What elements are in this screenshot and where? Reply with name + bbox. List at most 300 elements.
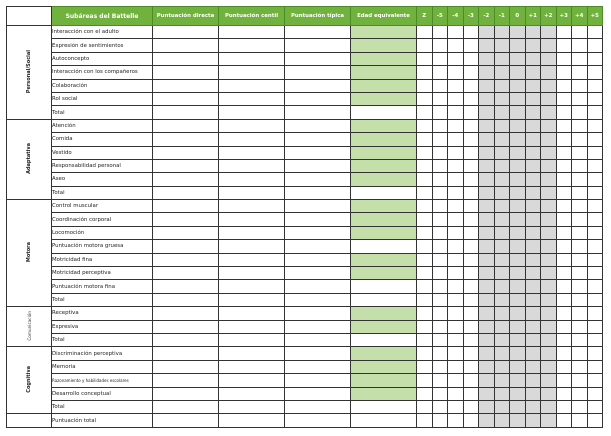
z-score-cell[interactable] xyxy=(556,226,572,239)
puntuacion-centil-cell[interactable] xyxy=(219,360,285,373)
puntuacion-centil-cell[interactable] xyxy=(219,106,285,119)
z-score-cell[interactable] xyxy=(541,414,557,427)
puntuacion-centil-cell[interactable] xyxy=(219,39,285,52)
puntuacion-tipica-cell[interactable] xyxy=(285,400,351,413)
z-score-cell[interactable] xyxy=(541,307,557,320)
puntuacion-directa-cell[interactable] xyxy=(153,173,219,186)
puntuacion-directa-cell[interactable] xyxy=(153,414,219,427)
puntuacion-directa-cell[interactable] xyxy=(153,133,219,146)
z-score-cell[interactable] xyxy=(572,226,588,239)
z-score-cell[interactable] xyxy=(572,186,588,199)
z-score-cell[interactable] xyxy=(587,159,603,172)
z-score-cell[interactable] xyxy=(479,186,495,199)
z-score-cell[interactable] xyxy=(510,66,526,79)
z-score-cell[interactable] xyxy=(587,133,603,146)
puntuacion-centil-cell[interactable] xyxy=(219,173,285,186)
z-score-cell[interactable] xyxy=(541,133,557,146)
z-score-cell[interactable] xyxy=(448,186,464,199)
z-score-cell[interactable] xyxy=(541,374,557,387)
z-score-cell[interactable] xyxy=(479,92,495,105)
z-score-cell[interactable] xyxy=(432,320,448,333)
z-score-cell[interactable] xyxy=(556,186,572,199)
puntuacion-tipica-cell[interactable] xyxy=(285,146,351,159)
z-score-cell[interactable] xyxy=(448,26,464,39)
z-score-cell[interactable] xyxy=(572,79,588,92)
z-score-cell[interactable] xyxy=(463,106,479,119)
z-score-cell[interactable] xyxy=(556,52,572,65)
z-score-cell[interactable] xyxy=(463,333,479,346)
z-score-cell[interactable] xyxy=(525,414,541,427)
z-score-cell[interactable] xyxy=(448,293,464,306)
z-score-cell[interactable] xyxy=(510,186,526,199)
z-score-cell[interactable] xyxy=(587,240,603,253)
z-score-cell[interactable] xyxy=(556,320,572,333)
z-score-cell[interactable] xyxy=(432,146,448,159)
edad-equivalente-cell[interactable] xyxy=(351,333,417,346)
puntuacion-centil-cell[interactable] xyxy=(219,159,285,172)
z-score-cell[interactable] xyxy=(463,360,479,373)
z-score-cell[interactable] xyxy=(448,226,464,239)
puntuacion-tipica-cell[interactable] xyxy=(285,186,351,199)
z-score-cell[interactable] xyxy=(494,280,510,293)
z-score-cell[interactable] xyxy=(463,159,479,172)
puntuacion-tipica-cell[interactable] xyxy=(285,347,351,360)
edad-equivalente-cell[interactable] xyxy=(351,146,417,159)
puntuacion-centil-cell[interactable] xyxy=(219,267,285,280)
z-score-cell[interactable] xyxy=(463,347,479,360)
puntuacion-centil-cell[interactable] xyxy=(219,66,285,79)
z-score-cell[interactable] xyxy=(510,414,526,427)
puntuacion-directa-cell[interactable] xyxy=(153,79,219,92)
z-score-cell[interactable] xyxy=(587,66,603,79)
puntuacion-directa-cell[interactable] xyxy=(153,307,219,320)
z-score-cell[interactable] xyxy=(417,26,433,39)
z-score-cell[interactable] xyxy=(463,79,479,92)
z-score-cell[interactable] xyxy=(494,52,510,65)
z-score-cell[interactable] xyxy=(448,39,464,52)
z-score-cell[interactable] xyxy=(541,387,557,400)
z-score-cell[interactable] xyxy=(510,347,526,360)
z-score-cell[interactable] xyxy=(463,280,479,293)
z-score-cell[interactable] xyxy=(525,133,541,146)
z-score-cell[interactable] xyxy=(479,66,495,79)
puntuacion-tipica-cell[interactable] xyxy=(285,133,351,146)
puntuacion-centil-cell[interactable] xyxy=(219,293,285,306)
z-score-cell[interactable] xyxy=(587,119,603,132)
z-score-cell[interactable] xyxy=(432,240,448,253)
z-score-cell[interactable] xyxy=(572,119,588,132)
z-score-cell[interactable] xyxy=(417,307,433,320)
z-score-cell[interactable] xyxy=(541,280,557,293)
z-score-cell[interactable] xyxy=(448,146,464,159)
z-score-cell[interactable] xyxy=(417,146,433,159)
edad-equivalente-cell[interactable] xyxy=(351,374,417,387)
z-score-cell[interactable] xyxy=(572,374,588,387)
z-score-cell[interactable] xyxy=(525,146,541,159)
z-score-cell[interactable] xyxy=(510,26,526,39)
z-score-cell[interactable] xyxy=(479,400,495,413)
z-score-cell[interactable] xyxy=(417,200,433,213)
z-score-cell[interactable] xyxy=(494,240,510,253)
puntuacion-centil-cell[interactable] xyxy=(219,200,285,213)
z-score-cell[interactable] xyxy=(556,92,572,105)
z-score-cell[interactable] xyxy=(494,146,510,159)
puntuacion-tipica-cell[interactable] xyxy=(285,360,351,373)
z-score-cell[interactable] xyxy=(510,146,526,159)
puntuacion-centil-cell[interactable] xyxy=(219,52,285,65)
z-score-cell[interactable] xyxy=(479,280,495,293)
puntuacion-tipica-cell[interactable] xyxy=(285,92,351,105)
z-score-cell[interactable] xyxy=(556,146,572,159)
z-score-cell[interactable] xyxy=(587,347,603,360)
z-score-cell[interactable] xyxy=(556,307,572,320)
z-score-cell[interactable] xyxy=(432,347,448,360)
puntuacion-directa-cell[interactable] xyxy=(153,387,219,400)
z-score-cell[interactable] xyxy=(587,320,603,333)
z-score-cell[interactable] xyxy=(510,79,526,92)
z-score-cell[interactable] xyxy=(572,253,588,266)
z-score-cell[interactable] xyxy=(587,213,603,226)
z-score-cell[interactable] xyxy=(572,280,588,293)
z-score-cell[interactable] xyxy=(448,200,464,213)
z-score-cell[interactable] xyxy=(494,360,510,373)
puntuacion-centil-cell[interactable] xyxy=(219,400,285,413)
z-score-cell[interactable] xyxy=(417,226,433,239)
z-score-cell[interactable] xyxy=(556,240,572,253)
z-score-cell[interactable] xyxy=(432,66,448,79)
z-score-cell[interactable] xyxy=(479,213,495,226)
edad-equivalente-cell[interactable] xyxy=(351,200,417,213)
puntuacion-centil-cell[interactable] xyxy=(219,374,285,387)
z-score-cell[interactable] xyxy=(432,106,448,119)
z-score-cell[interactable] xyxy=(463,66,479,79)
z-score-cell[interactable] xyxy=(432,79,448,92)
z-score-cell[interactable] xyxy=(510,320,526,333)
puntuacion-directa-cell[interactable] xyxy=(153,293,219,306)
z-score-cell[interactable] xyxy=(572,320,588,333)
puntuacion-directa-cell[interactable] xyxy=(153,159,219,172)
z-score-cell[interactable] xyxy=(541,333,557,346)
z-score-cell[interactable] xyxy=(510,159,526,172)
z-score-cell[interactable] xyxy=(463,119,479,132)
z-score-cell[interactable] xyxy=(556,173,572,186)
z-score-cell[interactable] xyxy=(525,293,541,306)
edad-equivalente-cell[interactable] xyxy=(351,106,417,119)
z-score-cell[interactable] xyxy=(572,213,588,226)
z-score-cell[interactable] xyxy=(510,213,526,226)
z-score-cell[interactable] xyxy=(541,39,557,52)
z-score-cell[interactable] xyxy=(432,400,448,413)
edad-equivalente-cell[interactable] xyxy=(351,320,417,333)
z-score-cell[interactable] xyxy=(556,79,572,92)
z-score-cell[interactable] xyxy=(541,146,557,159)
puntuacion-directa-cell[interactable] xyxy=(153,226,219,239)
z-score-cell[interactable] xyxy=(494,159,510,172)
z-score-cell[interactable] xyxy=(417,360,433,373)
puntuacion-directa-cell[interactable] xyxy=(153,374,219,387)
z-score-cell[interactable] xyxy=(417,173,433,186)
z-score-cell[interactable] xyxy=(525,374,541,387)
z-score-cell[interactable] xyxy=(448,320,464,333)
z-score-cell[interactable] xyxy=(432,226,448,239)
z-score-cell[interactable] xyxy=(463,320,479,333)
z-score-cell[interactable] xyxy=(417,52,433,65)
z-score-cell[interactable] xyxy=(463,387,479,400)
z-score-cell[interactable] xyxy=(417,320,433,333)
puntuacion-tipica-cell[interactable] xyxy=(285,26,351,39)
z-score-cell[interactable] xyxy=(572,52,588,65)
z-score-cell[interactable] xyxy=(525,200,541,213)
z-score-cell[interactable] xyxy=(510,253,526,266)
z-score-cell[interactable] xyxy=(463,186,479,199)
edad-equivalente-cell[interactable] xyxy=(351,414,417,427)
z-score-cell[interactable] xyxy=(479,253,495,266)
z-score-cell[interactable] xyxy=(587,52,603,65)
z-score-cell[interactable] xyxy=(494,307,510,320)
z-score-cell[interactable] xyxy=(541,52,557,65)
z-score-cell[interactable] xyxy=(587,26,603,39)
edad-equivalente-cell[interactable] xyxy=(351,92,417,105)
z-score-cell[interactable] xyxy=(479,267,495,280)
z-score-cell[interactable] xyxy=(525,159,541,172)
z-score-cell[interactable] xyxy=(572,414,588,427)
z-score-cell[interactable] xyxy=(587,200,603,213)
z-score-cell[interactable] xyxy=(417,39,433,52)
z-score-cell[interactable] xyxy=(510,400,526,413)
z-score-cell[interactable] xyxy=(417,414,433,427)
z-score-cell[interactable] xyxy=(417,253,433,266)
z-score-cell[interactable] xyxy=(479,307,495,320)
puntuacion-centil-cell[interactable] xyxy=(219,186,285,199)
z-score-cell[interactable] xyxy=(556,253,572,266)
puntuacion-tipica-cell[interactable] xyxy=(285,200,351,213)
puntuacion-directa-cell[interactable] xyxy=(153,66,219,79)
z-score-cell[interactable] xyxy=(572,92,588,105)
z-score-cell[interactable] xyxy=(417,240,433,253)
z-score-cell[interactable] xyxy=(417,267,433,280)
z-score-cell[interactable] xyxy=(432,92,448,105)
z-score-cell[interactable] xyxy=(587,92,603,105)
z-score-cell[interactable] xyxy=(541,400,557,413)
z-score-cell[interactable] xyxy=(556,387,572,400)
z-score-cell[interactable] xyxy=(587,79,603,92)
z-score-cell[interactable] xyxy=(556,360,572,373)
z-score-cell[interactable] xyxy=(572,26,588,39)
z-score-cell[interactable] xyxy=(525,240,541,253)
z-score-cell[interactable] xyxy=(541,66,557,79)
puntuacion-tipica-cell[interactable] xyxy=(285,293,351,306)
z-score-cell[interactable] xyxy=(556,293,572,306)
z-score-cell[interactable] xyxy=(494,400,510,413)
z-score-cell[interactable] xyxy=(479,240,495,253)
z-score-cell[interactable] xyxy=(572,39,588,52)
puntuacion-directa-cell[interactable] xyxy=(153,119,219,132)
z-score-cell[interactable] xyxy=(494,320,510,333)
z-score-cell[interactable] xyxy=(479,133,495,146)
z-score-cell[interactable] xyxy=(494,186,510,199)
z-score-cell[interactable] xyxy=(572,400,588,413)
z-score-cell[interactable] xyxy=(541,106,557,119)
z-score-cell[interactable] xyxy=(494,387,510,400)
z-score-cell[interactable] xyxy=(463,146,479,159)
puntuacion-centil-cell[interactable] xyxy=(219,240,285,253)
edad-equivalente-cell[interactable] xyxy=(351,52,417,65)
z-score-cell[interactable] xyxy=(448,267,464,280)
z-score-cell[interactable] xyxy=(525,253,541,266)
z-score-cell[interactable] xyxy=(510,280,526,293)
z-score-cell[interactable] xyxy=(525,347,541,360)
z-score-cell[interactable] xyxy=(510,293,526,306)
puntuacion-tipica-cell[interactable] xyxy=(285,267,351,280)
puntuacion-directa-cell[interactable] xyxy=(153,400,219,413)
z-score-cell[interactable] xyxy=(448,159,464,172)
edad-equivalente-cell[interactable] xyxy=(351,79,417,92)
z-score-cell[interactable] xyxy=(510,52,526,65)
z-score-cell[interactable] xyxy=(448,414,464,427)
edad-equivalente-cell[interactable] xyxy=(351,186,417,199)
z-score-cell[interactable] xyxy=(541,347,557,360)
edad-equivalente-cell[interactable] xyxy=(351,347,417,360)
z-score-cell[interactable] xyxy=(525,92,541,105)
puntuacion-directa-cell[interactable] xyxy=(153,26,219,39)
z-score-cell[interactable] xyxy=(556,347,572,360)
puntuacion-directa-cell[interactable] xyxy=(153,186,219,199)
z-score-cell[interactable] xyxy=(448,360,464,373)
z-score-cell[interactable] xyxy=(494,26,510,39)
puntuacion-directa-cell[interactable] xyxy=(153,52,219,65)
puntuacion-directa-cell[interactable] xyxy=(153,92,219,105)
z-score-cell[interactable] xyxy=(510,133,526,146)
z-score-cell[interactable] xyxy=(432,387,448,400)
puntuacion-directa-cell[interactable] xyxy=(153,360,219,373)
z-score-cell[interactable] xyxy=(479,146,495,159)
puntuacion-tipica-cell[interactable] xyxy=(285,79,351,92)
z-score-cell[interactable] xyxy=(525,39,541,52)
z-score-cell[interactable] xyxy=(494,92,510,105)
z-score-cell[interactable] xyxy=(556,400,572,413)
z-score-cell[interactable] xyxy=(417,293,433,306)
z-score-cell[interactable] xyxy=(463,173,479,186)
puntuacion-centil-cell[interactable] xyxy=(219,146,285,159)
z-score-cell[interactable] xyxy=(572,387,588,400)
z-score-cell[interactable] xyxy=(587,280,603,293)
z-score-cell[interactable] xyxy=(556,374,572,387)
z-score-cell[interactable] xyxy=(479,106,495,119)
z-score-cell[interactable] xyxy=(510,360,526,373)
z-score-cell[interactable] xyxy=(448,374,464,387)
puntuacion-centil-cell[interactable] xyxy=(219,347,285,360)
z-score-cell[interactable] xyxy=(541,173,557,186)
z-score-cell[interactable] xyxy=(525,106,541,119)
puntuacion-tipica-cell[interactable] xyxy=(285,66,351,79)
z-score-cell[interactable] xyxy=(463,400,479,413)
puntuacion-tipica-cell[interactable] xyxy=(285,333,351,346)
z-score-cell[interactable] xyxy=(572,159,588,172)
puntuacion-centil-cell[interactable] xyxy=(219,26,285,39)
z-score-cell[interactable] xyxy=(494,173,510,186)
z-score-cell[interactable] xyxy=(448,347,464,360)
edad-equivalente-cell[interactable] xyxy=(351,360,417,373)
z-score-cell[interactable] xyxy=(479,293,495,306)
z-score-cell[interactable] xyxy=(525,280,541,293)
z-score-cell[interactable] xyxy=(479,320,495,333)
z-score-cell[interactable] xyxy=(541,79,557,92)
z-score-cell[interactable] xyxy=(417,374,433,387)
edad-equivalente-cell[interactable] xyxy=(351,173,417,186)
z-score-cell[interactable] xyxy=(587,307,603,320)
z-score-cell[interactable] xyxy=(494,119,510,132)
puntuacion-centil-cell[interactable] xyxy=(219,133,285,146)
edad-equivalente-cell[interactable] xyxy=(351,267,417,280)
z-score-cell[interactable] xyxy=(494,39,510,52)
z-score-cell[interactable] xyxy=(510,226,526,239)
z-score-cell[interactable] xyxy=(432,360,448,373)
z-score-cell[interactable] xyxy=(463,133,479,146)
z-score-cell[interactable] xyxy=(525,307,541,320)
z-score-cell[interactable] xyxy=(448,400,464,413)
z-score-cell[interactable] xyxy=(541,200,557,213)
z-score-cell[interactable] xyxy=(432,39,448,52)
puntuacion-tipica-cell[interactable] xyxy=(285,307,351,320)
z-score-cell[interactable] xyxy=(479,173,495,186)
z-score-cell[interactable] xyxy=(479,333,495,346)
z-score-cell[interactable] xyxy=(417,186,433,199)
puntuacion-centil-cell[interactable] xyxy=(219,92,285,105)
z-score-cell[interactable] xyxy=(572,146,588,159)
z-score-cell[interactable] xyxy=(432,280,448,293)
z-score-cell[interactable] xyxy=(494,200,510,213)
z-score-cell[interactable] xyxy=(587,374,603,387)
z-score-cell[interactable] xyxy=(417,280,433,293)
z-score-cell[interactable] xyxy=(494,293,510,306)
z-score-cell[interactable] xyxy=(463,92,479,105)
z-score-cell[interactable] xyxy=(556,213,572,226)
z-score-cell[interactable] xyxy=(556,106,572,119)
z-score-cell[interactable] xyxy=(479,26,495,39)
z-score-cell[interactable] xyxy=(572,360,588,373)
z-score-cell[interactable] xyxy=(541,159,557,172)
z-score-cell[interactable] xyxy=(432,333,448,346)
z-score-cell[interactable] xyxy=(572,333,588,346)
z-score-cell[interactable] xyxy=(448,66,464,79)
z-score-cell[interactable] xyxy=(525,186,541,199)
z-score-cell[interactable] xyxy=(448,387,464,400)
z-score-cell[interactable] xyxy=(510,374,526,387)
z-score-cell[interactable] xyxy=(525,267,541,280)
z-score-cell[interactable] xyxy=(510,119,526,132)
puntuacion-tipica-cell[interactable] xyxy=(285,159,351,172)
z-score-cell[interactable] xyxy=(587,400,603,413)
puntuacion-centil-cell[interactable] xyxy=(219,320,285,333)
z-score-cell[interactable] xyxy=(525,79,541,92)
puntuacion-centil-cell[interactable] xyxy=(219,333,285,346)
puntuacion-tipica-cell[interactable] xyxy=(285,414,351,427)
z-score-cell[interactable] xyxy=(417,133,433,146)
puntuacion-centil-cell[interactable] xyxy=(219,387,285,400)
z-score-cell[interactable] xyxy=(463,374,479,387)
z-score-cell[interactable] xyxy=(587,173,603,186)
edad-equivalente-cell[interactable] xyxy=(351,66,417,79)
z-score-cell[interactable] xyxy=(448,52,464,65)
z-score-cell[interactable] xyxy=(417,387,433,400)
puntuacion-directa-cell[interactable] xyxy=(153,333,219,346)
z-score-cell[interactable] xyxy=(541,267,557,280)
puntuacion-directa-cell[interactable] xyxy=(153,320,219,333)
z-score-cell[interactable] xyxy=(541,240,557,253)
puntuacion-directa-cell[interactable] xyxy=(153,347,219,360)
z-score-cell[interactable] xyxy=(587,39,603,52)
z-score-cell[interactable] xyxy=(463,253,479,266)
